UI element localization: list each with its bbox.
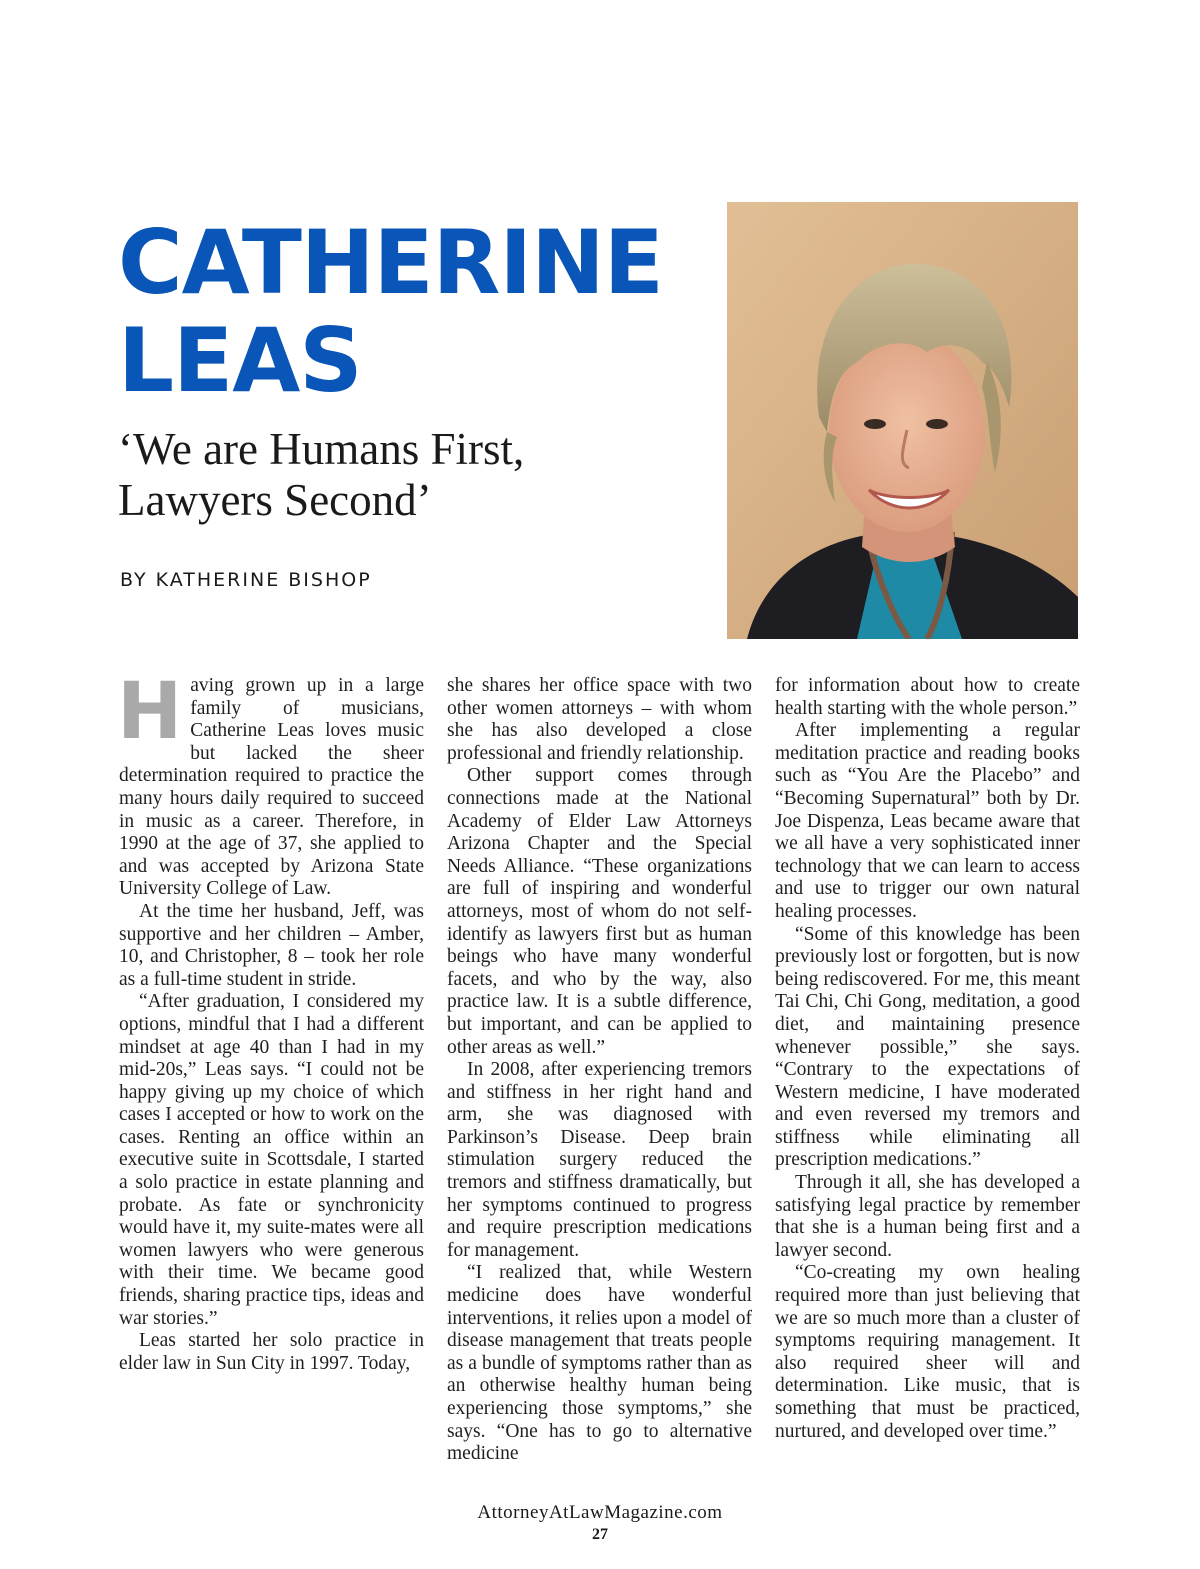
article-subtitle bbox=[118, 424, 524, 526]
paragraph: At the time her husband, Jeff, was supportive and her children – Amber, 10, and Christopher, 8 – took her role as a full-time student in stride. bbox=[119, 900, 424, 990]
subtitle-line-1: ‘We are Humans First, bbox=[118, 424, 525, 474]
page-number: 27 bbox=[592, 1526, 608, 1543]
portrait-photo bbox=[727, 202, 1078, 639]
article-title bbox=[118, 211, 663, 412]
paragraph: “Some of this knowledge has been previously lost or forgotten, but is now being rediscovered. For me, this meant Tai Chi, Chi Gong, meditation, a good diet, and maintaining presence whenever possible,” she says. “Contrary to the expectations of Western medicine, I have moderated and even reversed my tremors and stiffness while eliminating all prescription medications.” bbox=[775, 923, 1080, 1171]
paragraph: “I realized that, while Western medicine does have wonderful interventions, it relies upon a model of disease management that treats people as a bundle of symptoms rather than as an otherwise healthy human being experiencing those symptoms,” she says. “One has to go to alternative medicine bbox=[447, 1262, 752, 1465]
magazine-website-link[interactable]: AttorneyAtLawMagazine.com bbox=[477, 1502, 723, 1523]
article-column-2 bbox=[447, 675, 752, 1466]
title-line-2: LEAS bbox=[118, 309, 362, 412]
paragraph: “After graduation, I considered my options, mindful that I had a different mindset at age 40 than I had in my mid-20s,” Leas says. “I could not be happy giving up my choice of which cases I accepted or how to work on the cases. Renting an office within an executive suite in Scottsdale, I started a solo practice in estate planning and probate. As fate or synchronicity would have it, my suite-mates were all women lawyers who were generous with their time. We became good friends, sharing practice tips, ideas and war stories.” bbox=[119, 991, 424, 1329]
article-column-1 bbox=[117, 667, 424, 1375]
subtitle-line-2: Lawyers Second’ bbox=[118, 475, 432, 525]
paragraph: Other support comes through connections made at the National Academy of Elder Law Attorneys Arizona Chapter and the Special Needs Alliance. “These organizations are full of inspiring and wonderful attorneys, most of whom do not self-identify as lawyers first but as human beings who have many wonderful facets, and who by the way, also practice law. It is a subtle difference, but important, and can be applied to other areas as well.” bbox=[447, 765, 752, 1058]
paragraph: for information about how to create health starting with the whole person.” bbox=[775, 675, 1080, 719]
paragraph: she shares her office space with two other women attorneys – with whom she has also developed a close professional and friendly relationship. bbox=[447, 675, 752, 764]
drop-cap: H bbox=[117, 667, 183, 757]
paragraph-text: aving grown up in a large family of musicians, Catherine Leas loves music but lacked the sheer determination required to practice the many hours daily required to succeed in music as a career. Therefore, in 1990 at the age of 37, she applied to and was accepted by Arizona State University College of Law. bbox=[119, 675, 424, 900]
paragraph: Leas started her solo practice in elder law in Sun City in 1997. Today, bbox=[119, 1330, 424, 1374]
page-footer bbox=[0, 1502, 1200, 1544]
portrait-illustration bbox=[727, 202, 1078, 639]
paragraph bbox=[117, 667, 424, 901]
paragraph: Through it all, she has developed a satisfying legal practice by remember that she is a human being first and a lawyer second. bbox=[775, 1172, 1080, 1261]
paragraph: After implementing a regular meditation practice and reading books such as “You Are the Placebo” and “Becoming Supernatural” both by Dr. Joe Dispenza, Leas became aware that we all have a very sophisticated inner technology that we can learn to access and use to trigger our own natural healing processes. bbox=[775, 720, 1080, 922]
article-column-3 bbox=[775, 675, 1080, 1443]
paragraph: “Co-creating my own healing required more than just believing that we are so much more than a cluster of symptoms requiring management. It also required sheer will and determination. Like music, that is something that must be practiced, nurtured, and developed over time.” bbox=[775, 1262, 1080, 1442]
title-line-1: CATHERINE bbox=[118, 211, 663, 314]
byline: BY KATHERINE BISHOP bbox=[120, 569, 372, 591]
paragraph: In 2008, after experiencing tremors and stiffness in her right hand and arm, she was diagnosed with Parkinson’s Disease. Deep brain stimulation surgery reduced the tremors and stiffness dramatically, but her symptoms continued to progress and require prescription medications for management. bbox=[447, 1059, 752, 1261]
